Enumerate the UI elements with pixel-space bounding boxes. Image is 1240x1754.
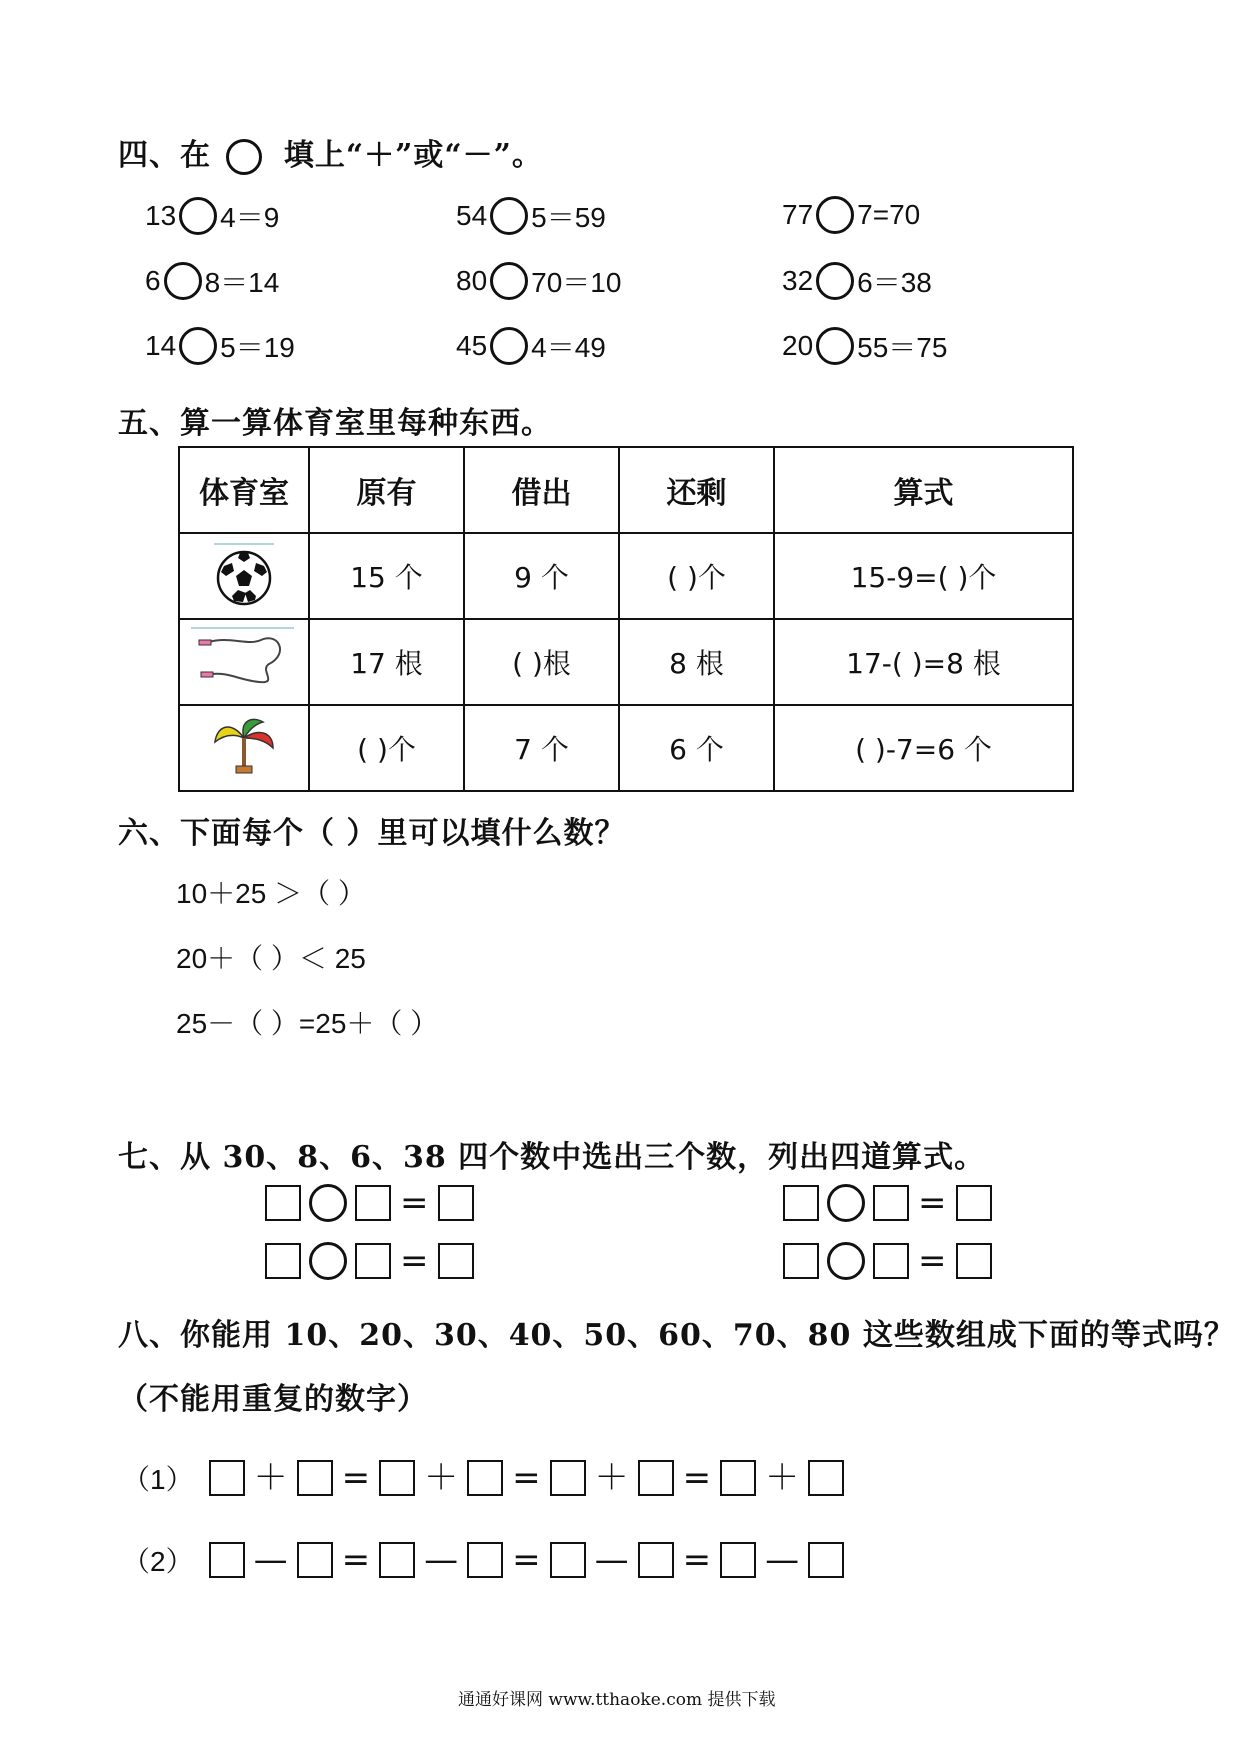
plus-sign: ＋ (594, 1458, 629, 1498)
inequality-line[interactable]: 25－（ ）=25＋（ ） (176, 1008, 439, 1039)
row-label: （1） (122, 1464, 194, 1495)
minus-sign: — (424, 1540, 459, 1580)
minus-sign: — (594, 1540, 629, 1580)
remain-cell: 6 个 (619, 705, 774, 791)
answer-box[interactable] (873, 1243, 909, 1279)
equation-row-2 (122, 1540, 849, 1580)
blank-circle-icon (226, 139, 262, 175)
equation-row-1 (122, 1458, 849, 1498)
operator-circle[interactable] (827, 1184, 865, 1222)
answer-box[interactable] (438, 1243, 474, 1279)
answer-box[interactable] (956, 1185, 992, 1221)
plus-sign: ＋ (253, 1458, 288, 1498)
answer-box[interactable] (720, 1460, 756, 1496)
equals-sign: = (682, 1540, 712, 1580)
equation: 32 6＝38 (782, 261, 932, 301)
answer-circle[interactable] (179, 197, 217, 235)
answer-circle[interactable] (490, 197, 528, 235)
answer-box[interactable] (297, 1542, 333, 1578)
minus-sign: — (765, 1540, 800, 1580)
item-cell (179, 619, 309, 705)
answer-circle[interactable] (816, 327, 854, 365)
answer-box[interactable] (638, 1542, 674, 1578)
answer-box[interactable] (355, 1185, 391, 1221)
remain-cell[interactable]: ( )个 (619, 533, 774, 619)
inequality-line[interactable]: 10＋25 ＞（ ） (176, 878, 366, 909)
answer-circle[interactable] (490, 327, 528, 365)
plus-sign: ＋ (424, 1458, 459, 1498)
inequality-line[interactable]: 20＋（ ）＜ 25 (176, 943, 366, 974)
equation: 80 70＝10 (456, 261, 621, 301)
gym-table (178, 446, 1074, 792)
answer-circle[interactable] (179, 327, 217, 365)
header-cell: 还剩 (619, 447, 774, 533)
lent-cell: 7 个 (464, 705, 619, 791)
answer-box[interactable] (265, 1185, 301, 1221)
equals-sign: = (400, 1183, 429, 1223)
section7-title: 七、从 30、8、6、38 四个数中选出三个数，列出四道算式。 (118, 1140, 986, 1175)
table-row (179, 705, 1073, 791)
equation: 6 8＝14 (145, 261, 279, 301)
equation: 20 55＝75 (782, 326, 947, 366)
table-row (179, 533, 1073, 619)
formula-cell[interactable]: ( )-7=6 个 (774, 705, 1073, 791)
answer-box[interactable] (808, 1542, 844, 1578)
original-cell[interactable]: ( )个 (309, 705, 464, 791)
jump-rope-icon (189, 624, 299, 694)
section8-note: （不能用重复的数字） (118, 1382, 428, 1417)
answer-circle[interactable] (816, 262, 854, 300)
answer-circle[interactable] (816, 196, 854, 234)
answer-box[interactable] (808, 1460, 844, 1496)
soccer-ball-icon (212, 538, 276, 608)
header-cell: 算式 (774, 447, 1073, 533)
original-cell: 17 根 (309, 619, 464, 705)
header-cell: 体育室 (179, 447, 309, 533)
equation: 77 7=70 (782, 196, 920, 234)
equals-sign: = (682, 1458, 712, 1498)
table-row (179, 619, 1073, 705)
equals-sign: = (400, 1241, 429, 1281)
section5-title: 五、算一算体育室里每种东西。 (118, 406, 552, 441)
item-cell (179, 705, 309, 791)
answer-box[interactable] (209, 1460, 245, 1496)
equation: 13 4＝9 (145, 196, 279, 236)
minus-sign: — (253, 1540, 288, 1580)
row-label: （2） (122, 1546, 194, 1577)
answer-box[interactable] (720, 1542, 756, 1578)
answer-box[interactable] (550, 1460, 586, 1496)
lent-cell[interactable]: ( )根 (464, 619, 619, 705)
original-cell: 15 个 (309, 533, 464, 619)
equation: 54 5＝59 (456, 196, 606, 236)
answer-box[interactable] (467, 1542, 503, 1578)
answer-box[interactable] (467, 1460, 503, 1496)
equals-sign: = (512, 1540, 541, 1580)
blank-equation (778, 1242, 997, 1280)
operator-circle[interactable] (827, 1242, 865, 1280)
equals-sign: = (341, 1540, 371, 1580)
answer-box[interactable] (783, 1243, 819, 1279)
answer-box[interactable] (550, 1542, 586, 1578)
equals-sign: = (512, 1458, 541, 1498)
section6-title: 六、下面每个（ ）里可以填什么数？ (118, 816, 626, 851)
equals-sign: = (918, 1241, 947, 1281)
answer-box[interactable] (956, 1243, 992, 1279)
equals-sign: = (918, 1183, 947, 1223)
footer-credit: 通通好课网 www.tthaoke.com 提供下载 (458, 1690, 776, 1710)
answer-box[interactable] (379, 1460, 415, 1496)
section4-title: 四、在 填上“＋”或“－”。 (118, 138, 543, 173)
answer-box[interactable] (438, 1185, 474, 1221)
answer-box[interactable] (379, 1542, 415, 1578)
section8-title: 八、你能用 10、20、30、40、50、60、70、80 这些数组成下面的等式吗？ (118, 1318, 1235, 1353)
answer-box[interactable] (209, 1542, 245, 1578)
answer-box[interactable] (355, 1243, 391, 1279)
header-cell: 原有 (309, 447, 464, 533)
equals-sign: = (341, 1458, 371, 1498)
blank-equation (260, 1242, 479, 1280)
answer-circle[interactable] (490, 262, 528, 300)
answer-box[interactable] (638, 1460, 674, 1496)
formula-cell[interactable]: 17-( )=8 根 (774, 619, 1073, 705)
answer-box[interactable] (783, 1185, 819, 1221)
header-cell: 借出 (464, 447, 619, 533)
table-header-row (179, 447, 1073, 533)
pinwheel-icon (209, 712, 279, 778)
remain-cell: 8 根 (619, 619, 774, 705)
formula-cell[interactable]: 15-9=( )个 (774, 533, 1073, 619)
answer-box[interactable] (265, 1243, 301, 1279)
answer-circle[interactable] (164, 262, 202, 300)
operator-circle[interactable] (309, 1242, 347, 1280)
item-cell (179, 533, 309, 619)
equation: 45 4＝49 (456, 326, 606, 366)
blank-equation (260, 1184, 479, 1222)
plus-sign: ＋ (765, 1458, 800, 1498)
operator-circle[interactable] (309, 1184, 347, 1222)
blank-equation (778, 1184, 997, 1222)
equation: 14 5＝19 (145, 326, 295, 366)
lent-cell: 9 个 (464, 533, 619, 619)
answer-box[interactable] (297, 1460, 333, 1496)
answer-box[interactable] (873, 1185, 909, 1221)
